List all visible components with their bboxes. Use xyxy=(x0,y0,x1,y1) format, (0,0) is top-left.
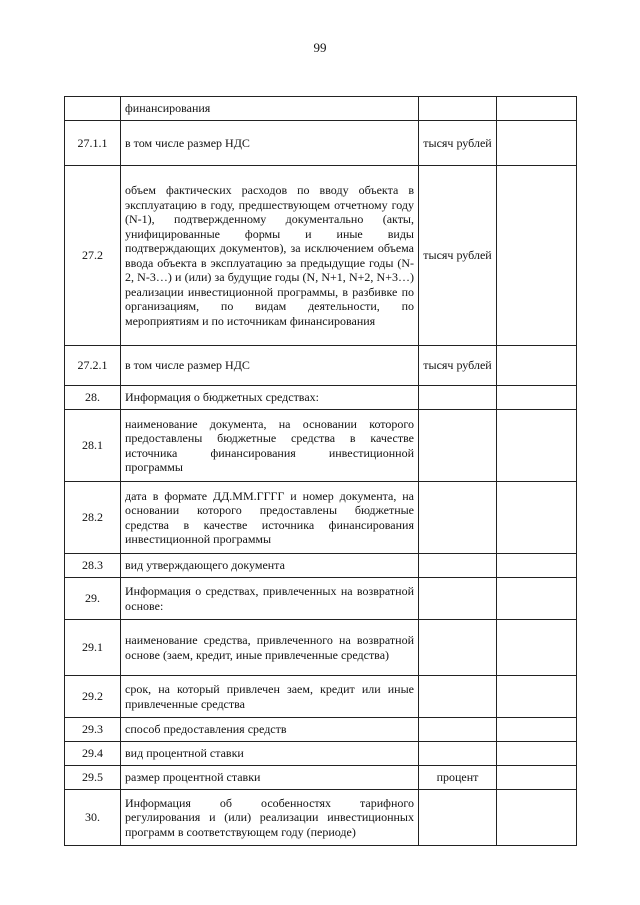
row-number: 28. xyxy=(65,386,121,410)
row-unit xyxy=(419,482,497,554)
row-value xyxy=(497,620,577,676)
row-value xyxy=(497,742,577,766)
row-value xyxy=(497,410,577,482)
row-number: 30. xyxy=(65,790,121,846)
row-description: наименование средства, привлеченного на возвратной основе (заем, кредит, иные привлеченные средства) xyxy=(121,620,419,676)
table-row xyxy=(65,790,577,846)
row-value xyxy=(497,578,577,620)
table-row xyxy=(65,718,577,742)
row-value xyxy=(497,482,577,554)
row-value xyxy=(497,718,577,742)
row-value xyxy=(497,386,577,410)
row-value xyxy=(497,121,577,166)
table-row xyxy=(65,121,577,166)
row-unit: тысяч рублей xyxy=(419,346,497,386)
row-unit xyxy=(419,578,497,620)
table-row xyxy=(65,166,577,346)
row-description: Информация о средствах, привлеченных на возвратной основе: xyxy=(121,578,419,620)
row-value xyxy=(497,97,577,121)
row-value xyxy=(497,790,577,846)
row-number: 29.4 xyxy=(65,742,121,766)
row-number: 29.3 xyxy=(65,718,121,742)
row-value xyxy=(497,166,577,346)
row-number: 27.1.1 xyxy=(65,121,121,166)
table-row xyxy=(65,386,577,410)
row-number: 27.2 xyxy=(65,166,121,346)
row-unit xyxy=(419,620,497,676)
row-unit: тысяч рублей xyxy=(419,121,497,166)
row-unit xyxy=(419,410,497,482)
row-description: в том числе размер НДС xyxy=(121,346,419,386)
table-row xyxy=(65,676,577,718)
row-unit xyxy=(419,676,497,718)
row-description: дата в формате ДД.ММ.ГГГГ и номер документа, на основании которого предоставлены бюджетные средства в качестве источника финансирования инвестиционной программы xyxy=(121,482,419,554)
page-number: 99 xyxy=(313,40,327,55)
row-unit xyxy=(419,97,497,121)
table-row xyxy=(65,620,577,676)
table-row xyxy=(65,97,577,121)
row-description: размер процентной ставки xyxy=(121,766,419,790)
row-number: 29.2 xyxy=(65,676,121,718)
row-unit xyxy=(419,742,497,766)
row-number: 29.5 xyxy=(65,766,121,790)
row-number: 28.3 xyxy=(65,554,121,578)
row-number: 28.2 xyxy=(65,482,121,554)
row-unit xyxy=(419,554,497,578)
row-number: 29.1 xyxy=(65,620,121,676)
row-number: 29. xyxy=(65,578,121,620)
row-description: вид процентной ставки xyxy=(121,742,419,766)
table-row xyxy=(65,742,577,766)
row-unit: тысяч рублей xyxy=(419,166,497,346)
table-row xyxy=(65,766,577,790)
row-description: в том числе размер НДС xyxy=(121,121,419,166)
row-unit: процент xyxy=(419,766,497,790)
row-description: срок, на который привлечен заем, кредит или иные привлеченные средства xyxy=(121,676,419,718)
row-value xyxy=(497,766,577,790)
table-body xyxy=(65,97,577,846)
row-description: вид утверждающего документа xyxy=(121,554,419,578)
row-description: Информация об особенностях тарифного регулирования и (или) реализации инвестиционных программ в соответствующем году (периоде) xyxy=(121,790,419,846)
row-number xyxy=(65,97,121,121)
row-number: 27.2.1 xyxy=(65,346,121,386)
data-table xyxy=(64,96,577,846)
row-value xyxy=(497,554,577,578)
row-unit xyxy=(419,718,497,742)
row-unit xyxy=(419,386,497,410)
row-description: объем фактических расходов по вводу объекта в эксплуатацию в году, предшествующем отчетному году (N-1), подтвержденному документально (акты, унифицированные формы и иные виды подтверждающих документов), за исключением объема ввода объекта в эксплуатацию за предыдущие годы (N-2, N-3…) и (или) за будущие годы (N, N+1, N+2, N+3…) реализации инвестиционной программы, в разбивке по организациям, по видам деятельности, по мероприятиям и по источникам финансирования xyxy=(121,166,419,346)
row-description: Информация о бюджетных средствах: xyxy=(121,386,419,410)
table-row xyxy=(65,482,577,554)
row-value xyxy=(497,346,577,386)
row-value xyxy=(497,676,577,718)
row-description: финансирования xyxy=(121,97,419,121)
row-unit xyxy=(419,790,497,846)
row-description: наименование документа, на основании которого предоставлены бюджетные средства в качестве источника финансирования инвестиционной программы xyxy=(121,410,419,482)
row-number: 28.1 xyxy=(65,410,121,482)
table-row xyxy=(65,346,577,386)
table-row xyxy=(65,578,577,620)
table-row xyxy=(65,554,577,578)
row-description: способ предоставления средств xyxy=(121,718,419,742)
table-row xyxy=(65,410,577,482)
